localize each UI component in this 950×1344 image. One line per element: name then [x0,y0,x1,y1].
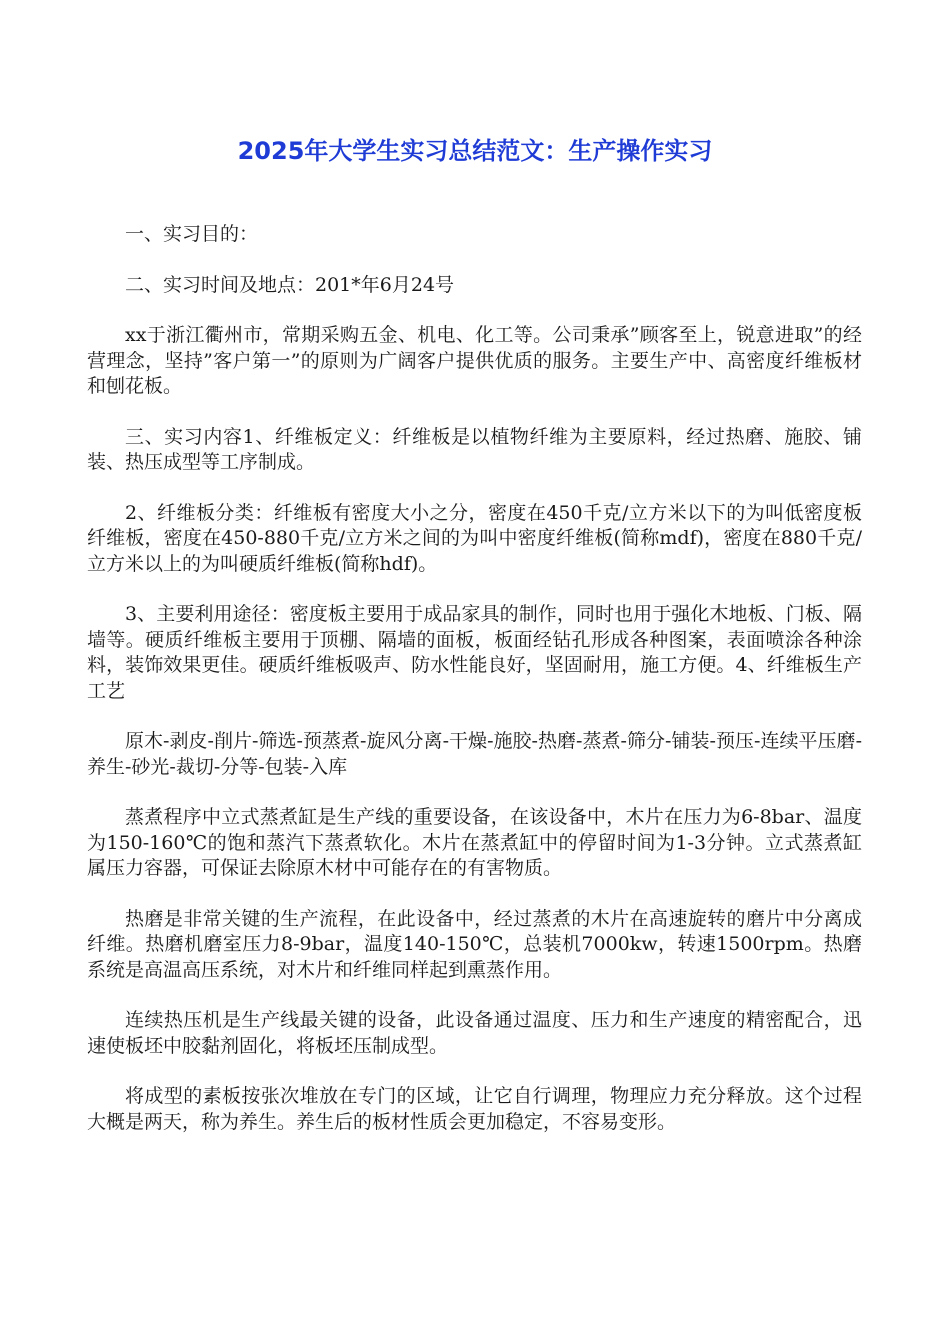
document-body [87,222,862,1160]
paragraph: 蒸煮程序中立式蒸煮缸是生产线的重要设备，在该设备中，木片在压力为6-8bar、温度为150-160℃的饱和蒸汽下蒸煮软化。木片在蒸煮缸中的停留时间为1-3分钟。立式蒸煮缸属压力容器，可保证去除原木材中可能存在的有害物质。 [87,806,862,879]
paragraph: 三、实习内容1、纤维板定义：纤维板是以植物纤维为主要原料，经过热磨、施胶、铺装、热压成型等工序制成。 [87,425,862,473]
paragraph: 二、实习时间及地点：201*年6月24号 [125,273,455,296]
paragraph: 连续热压机是生产线最关键的设备，此设备通过温度、压力和生产速度的精密配合，迅速使板坯中胶黏剂固化，将板坯压制成型。 [87,1009,862,1057]
paragraph: 热磨是非常关键的生产流程，在此设备中，经过蒸煮的木片在高速旋转的磨片中分离成纤维。热磨机磨室压力8-9bar，温度140-150℃，总装机7000kw，转速1500rpm。热磨系统是高温高压系统，对木片和纤维同样起到熏蒸作用。 [87,907,862,981]
paragraph: xx于浙江衢州市，常期采购五金、机电、化工等。公司秉承”顾客至上，锐意进取”的经营理念，坚持”客户第一”的原则为广阔客户提供优质的服务。主要生产中、高密度纤维板材和刨花板。 [87,324,862,397]
document-title: 2025年大学生实习总结范文：生产操作实习 [237,137,713,165]
paragraph: 2、纤维板分类：纤维板有密度大小之分，密度在450千克/立方米以下的为叫低密度板纤维板，密度在450-880千克/立方米之间的为叫中密度纤维板(简称mdf)，密度在880千克/立方米以上的为叫硬质纤维板(简称hdf)。 [87,501,862,575]
paragraph: 将成型的素板按张次堆放在专门的区域，让它自行调理，物理应力充分释放。这个过程大概是两天，称为养生。养生后的板材性质会更加稳定，不容易变形。 [87,1085,862,1133]
paragraph: 3、主要利用途径：密度板主要用于成品家具的制作，同时也用于强化木地板、门板、隔墙等。硬质纤维板主要用于顶棚、隔墙的面板，板面经钻孔形成各种图案，表面喷涂各种涂料，装饰效果更佳。硬质纤维板吸声、防水性能良好，坚固耐用，施工方便。4、纤维板生产工艺 [87,603,862,702]
paragraph: 一、实习目的： [125,223,259,245]
paragraph: 原木-剥皮-削片-筛选-预蒸煮-旋风分离-干燥-施胶-热磨-蒸煮-筛分-铺装-预压-连续平压磨-养生-砂光-裁切-分等-包装-入库 [87,730,862,778]
